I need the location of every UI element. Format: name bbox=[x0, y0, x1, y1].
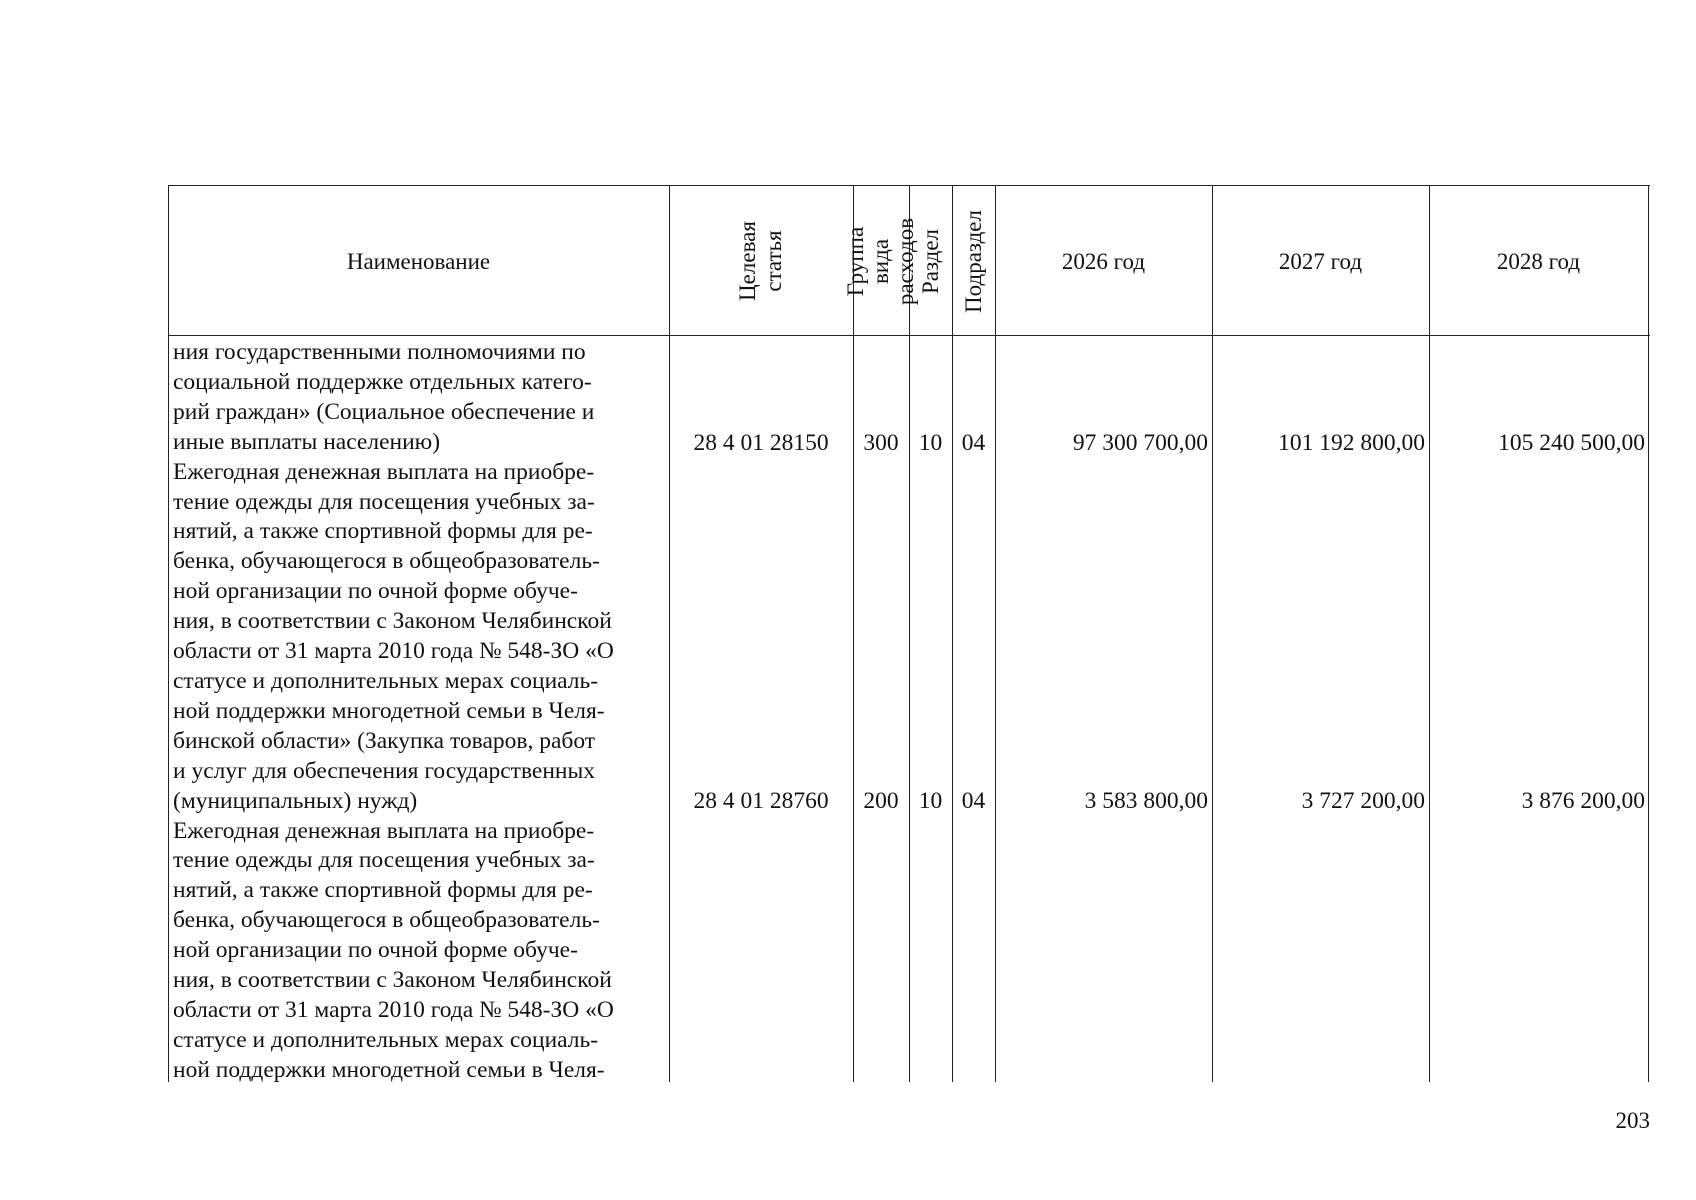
row-3-name-line: Ежегодная денежная выплата на приобре- bbox=[173, 817, 595, 844]
header-subsection bbox=[952, 185, 995, 337]
row-2-subsection: 04 bbox=[961, 788, 986, 814]
row-3-name-line: ной поддержки многодетной семьи в Челя- bbox=[173, 1056, 605, 1083]
header-year-2028-label: 2028 год bbox=[1496, 248, 1581, 274]
header-year-2026 bbox=[995, 185, 1212, 337]
name-cell-text bbox=[173, 338, 665, 1086]
row-1-target-article: 28 4 01 28150 bbox=[693, 430, 829, 456]
row-2-year-2026: 3 583 800,00 bbox=[1084, 788, 1208, 814]
row-1-year-2026: 97 300 700,00 bbox=[1072, 430, 1208, 456]
header-subsection-label: Подраздел bbox=[961, 209, 987, 313]
row-2-name-line: ной организации по очной форме обуче- bbox=[173, 578, 578, 605]
row-3-name-line: ния, в соответствии с Законом Челябинской bbox=[173, 967, 612, 994]
row-1-expense-group: 300 bbox=[863, 430, 899, 456]
row-2-expense-group: 200 bbox=[863, 788, 899, 814]
row-1-year-2027: 101 192 800,00 bbox=[1278, 430, 1425, 456]
header-section bbox=[909, 185, 952, 337]
row-1-section: 10 bbox=[918, 430, 943, 456]
row-1-subsection: 04 bbox=[961, 430, 986, 456]
row-2-name-line: ной поддержки многодетной семьи в Челя- bbox=[173, 697, 605, 724]
row-2-name-line: нятий, а также спортивной формы для ре- bbox=[173, 518, 593, 545]
row-3-name-line: ной организации по очной форме обуче- bbox=[173, 937, 578, 964]
header-year-2027-label: 2027 год bbox=[1278, 248, 1363, 274]
header-name-label: Наименование bbox=[346, 248, 491, 274]
header-year-2027 bbox=[1212, 185, 1429, 337]
row-3-name-line: статусе и дополнительных мерах социаль- bbox=[173, 1026, 599, 1053]
header-expense-group bbox=[843, 185, 919, 337]
row-1-year-2028: 105 240 500,00 bbox=[1498, 430, 1645, 456]
row-3-name-line: тение одежды для посещения учебных за- bbox=[173, 847, 595, 874]
row-2-name-line: тение одежды для посещения учебных за- bbox=[173, 488, 595, 515]
page-number: 203 bbox=[1615, 1108, 1650, 1133]
header-target-article-label: Целевая статья bbox=[735, 221, 786, 301]
row-2-name-line: бинской области» (Закупка товаров, работ bbox=[173, 727, 596, 754]
row-1-name-line: ния государственными полномочиями по bbox=[173, 339, 586, 365]
row-2-year-2027: 3 727 200,00 bbox=[1301, 788, 1425, 814]
header-name bbox=[168, 185, 669, 337]
header-section-label: Раздел bbox=[918, 228, 943, 294]
row-2-section: 10 bbox=[918, 788, 943, 814]
header-year-2028 bbox=[1429, 185, 1648, 337]
header-target-article bbox=[669, 185, 853, 337]
row-2-name-line: бенка, обучающегося в общеобразователь- bbox=[173, 548, 600, 575]
row-1-name-line: рий граждан» (Социальное обеспечение и bbox=[173, 398, 595, 425]
row-1-name-line: социальной поддержке отдельных катего- bbox=[173, 368, 592, 395]
row-2-name-line: Ежегодная денежная выплата на приобре- bbox=[173, 458, 595, 485]
row-2-name-line: области от 31 марта 2010 года № 548-ЗО «О bbox=[173, 638, 614, 665]
header-expense-group-label: Группа вида расходов bbox=[843, 217, 919, 305]
row-2-name-line: и услуг для обеспечения государственных bbox=[173, 757, 596, 784]
header-year-2026-label: 2026 год bbox=[1061, 248, 1146, 274]
row-2-year-2028: 3 876 200,00 bbox=[1521, 788, 1645, 814]
row-2-target-article: 28 4 01 28760 bbox=[693, 788, 829, 814]
row-2-name-line: статусе и дополнительных мерах социаль- bbox=[173, 667, 599, 694]
row-3-name-line: нятий, а также спортивной формы для ре- bbox=[173, 877, 593, 904]
budget-table bbox=[168, 185, 1650, 1082]
row-3-name-line: области от 31 марта 2010 года № 548-ЗО «О bbox=[173, 996, 614, 1023]
row-3-name-line: бенка, обучающегося в общеобразователь- bbox=[173, 907, 600, 934]
table-border-right bbox=[1648, 185, 1649, 1082]
row-1-name-line: иные выплаты населению) bbox=[173, 428, 441, 455]
row-2-name-line: ния, в соответствии с Законом Челябинской bbox=[173, 608, 612, 635]
row-2-name-line: (муниципальных) нужд) bbox=[173, 787, 418, 814]
